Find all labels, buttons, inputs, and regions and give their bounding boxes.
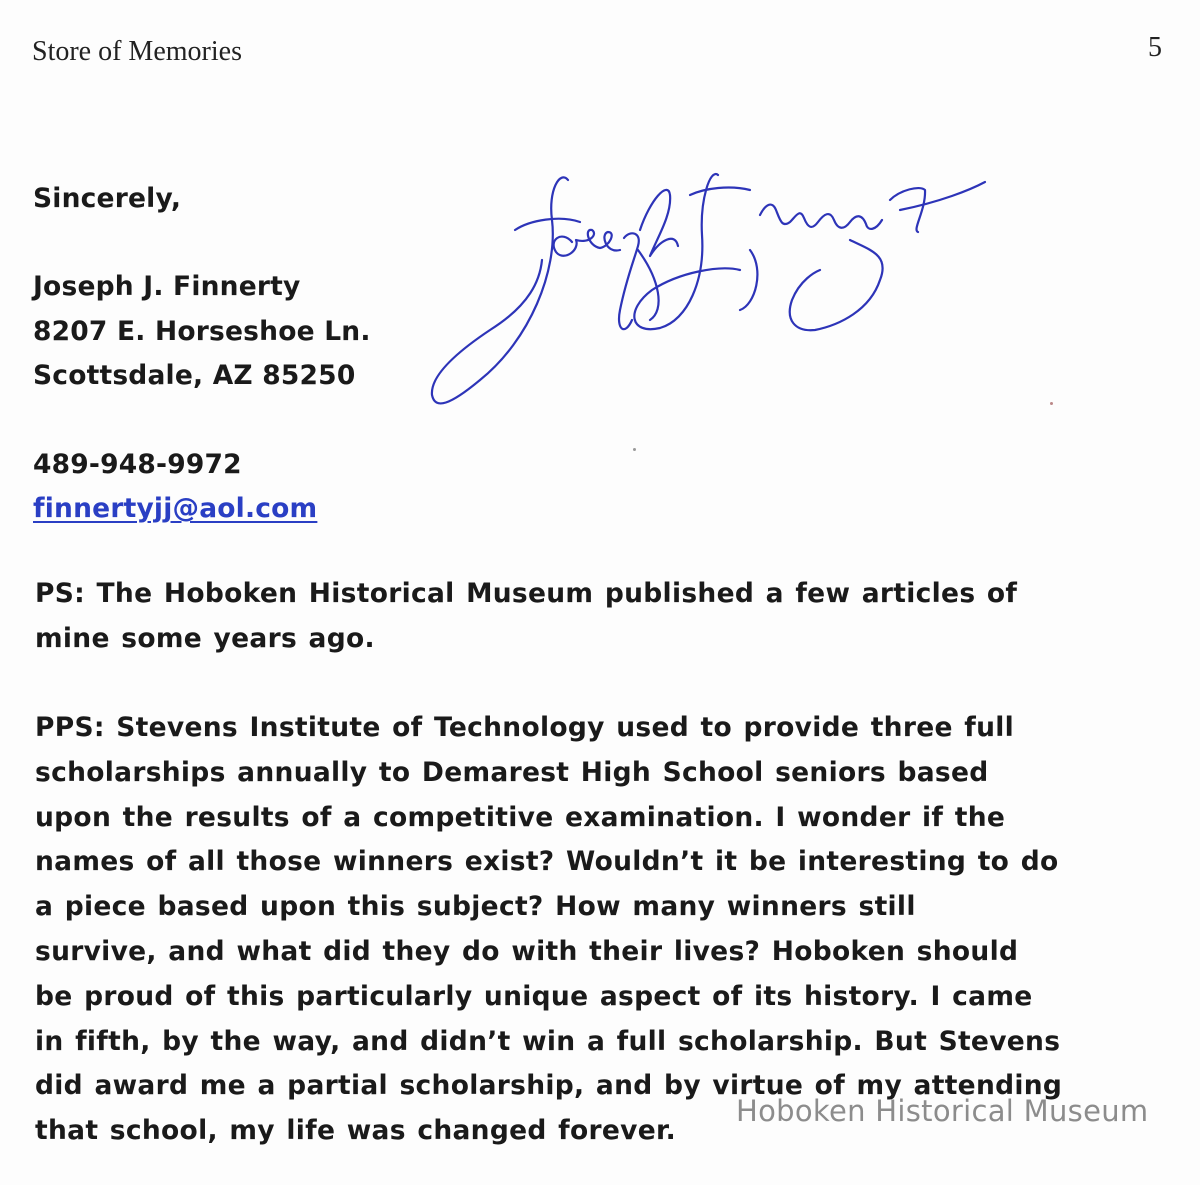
paper-speck bbox=[1050, 402, 1053, 405]
pps-line: did award me a partial scholarship, and by virtue of my attending bbox=[35, 1070, 1063, 1102]
pps-line: be proud of this particularly unique aspect of its history. I came bbox=[35, 980, 1033, 1012]
running-header: Store of Memories bbox=[32, 36, 242, 67]
sender-street: 8207 E. Horseshoe Ln. bbox=[33, 316, 371, 347]
salutation: Sincerely, bbox=[33, 183, 182, 214]
sender-email-link[interactable]: finnertyjj@aol.com bbox=[33, 493, 318, 524]
paper-speck bbox=[633, 448, 636, 451]
pps-line: PPS: Stevens Institute of Technology used to provide three full bbox=[35, 712, 1015, 743]
postscript-line: mine some years ago. bbox=[35, 622, 375, 654]
pps-line: survive, and what did they do with their lives? Hoboken should bbox=[35, 935, 1019, 967]
sender-phone: 489-948-9972 bbox=[33, 449, 242, 480]
pps-line: that school, my life was changed forever. bbox=[35, 1115, 676, 1147]
postscript-line: PS: The Hoboken Historical Museum published a few articles of bbox=[35, 578, 1018, 609]
pps-line: scholarships annually to Demarest High School seniors based bbox=[35, 756, 989, 788]
pps-line: a piece based upon this subject? How many winners still bbox=[35, 891, 916, 923]
sender-name: Joseph J. Finnerty bbox=[33, 271, 301, 302]
pps-line: names of all those winners exist? Wouldn’t it be interesting to do bbox=[35, 846, 1059, 878]
museum-watermark: Hoboken Historical Museum bbox=[736, 1094, 1149, 1128]
postscript bbox=[35, 572, 1175, 662]
handwritten-signature bbox=[420, 160, 990, 430]
sender-city: Scottsdale, AZ 85250 bbox=[33, 360, 356, 391]
post-postscript bbox=[35, 706, 1175, 1154]
pps-line: in fifth, by the way, and didn’t win a full scholarship. But Stevens bbox=[35, 1025, 1061, 1057]
pps-line: upon the results of a competitive examination. I wonder if the bbox=[35, 801, 1006, 833]
page-number: 5 bbox=[1148, 32, 1162, 63]
